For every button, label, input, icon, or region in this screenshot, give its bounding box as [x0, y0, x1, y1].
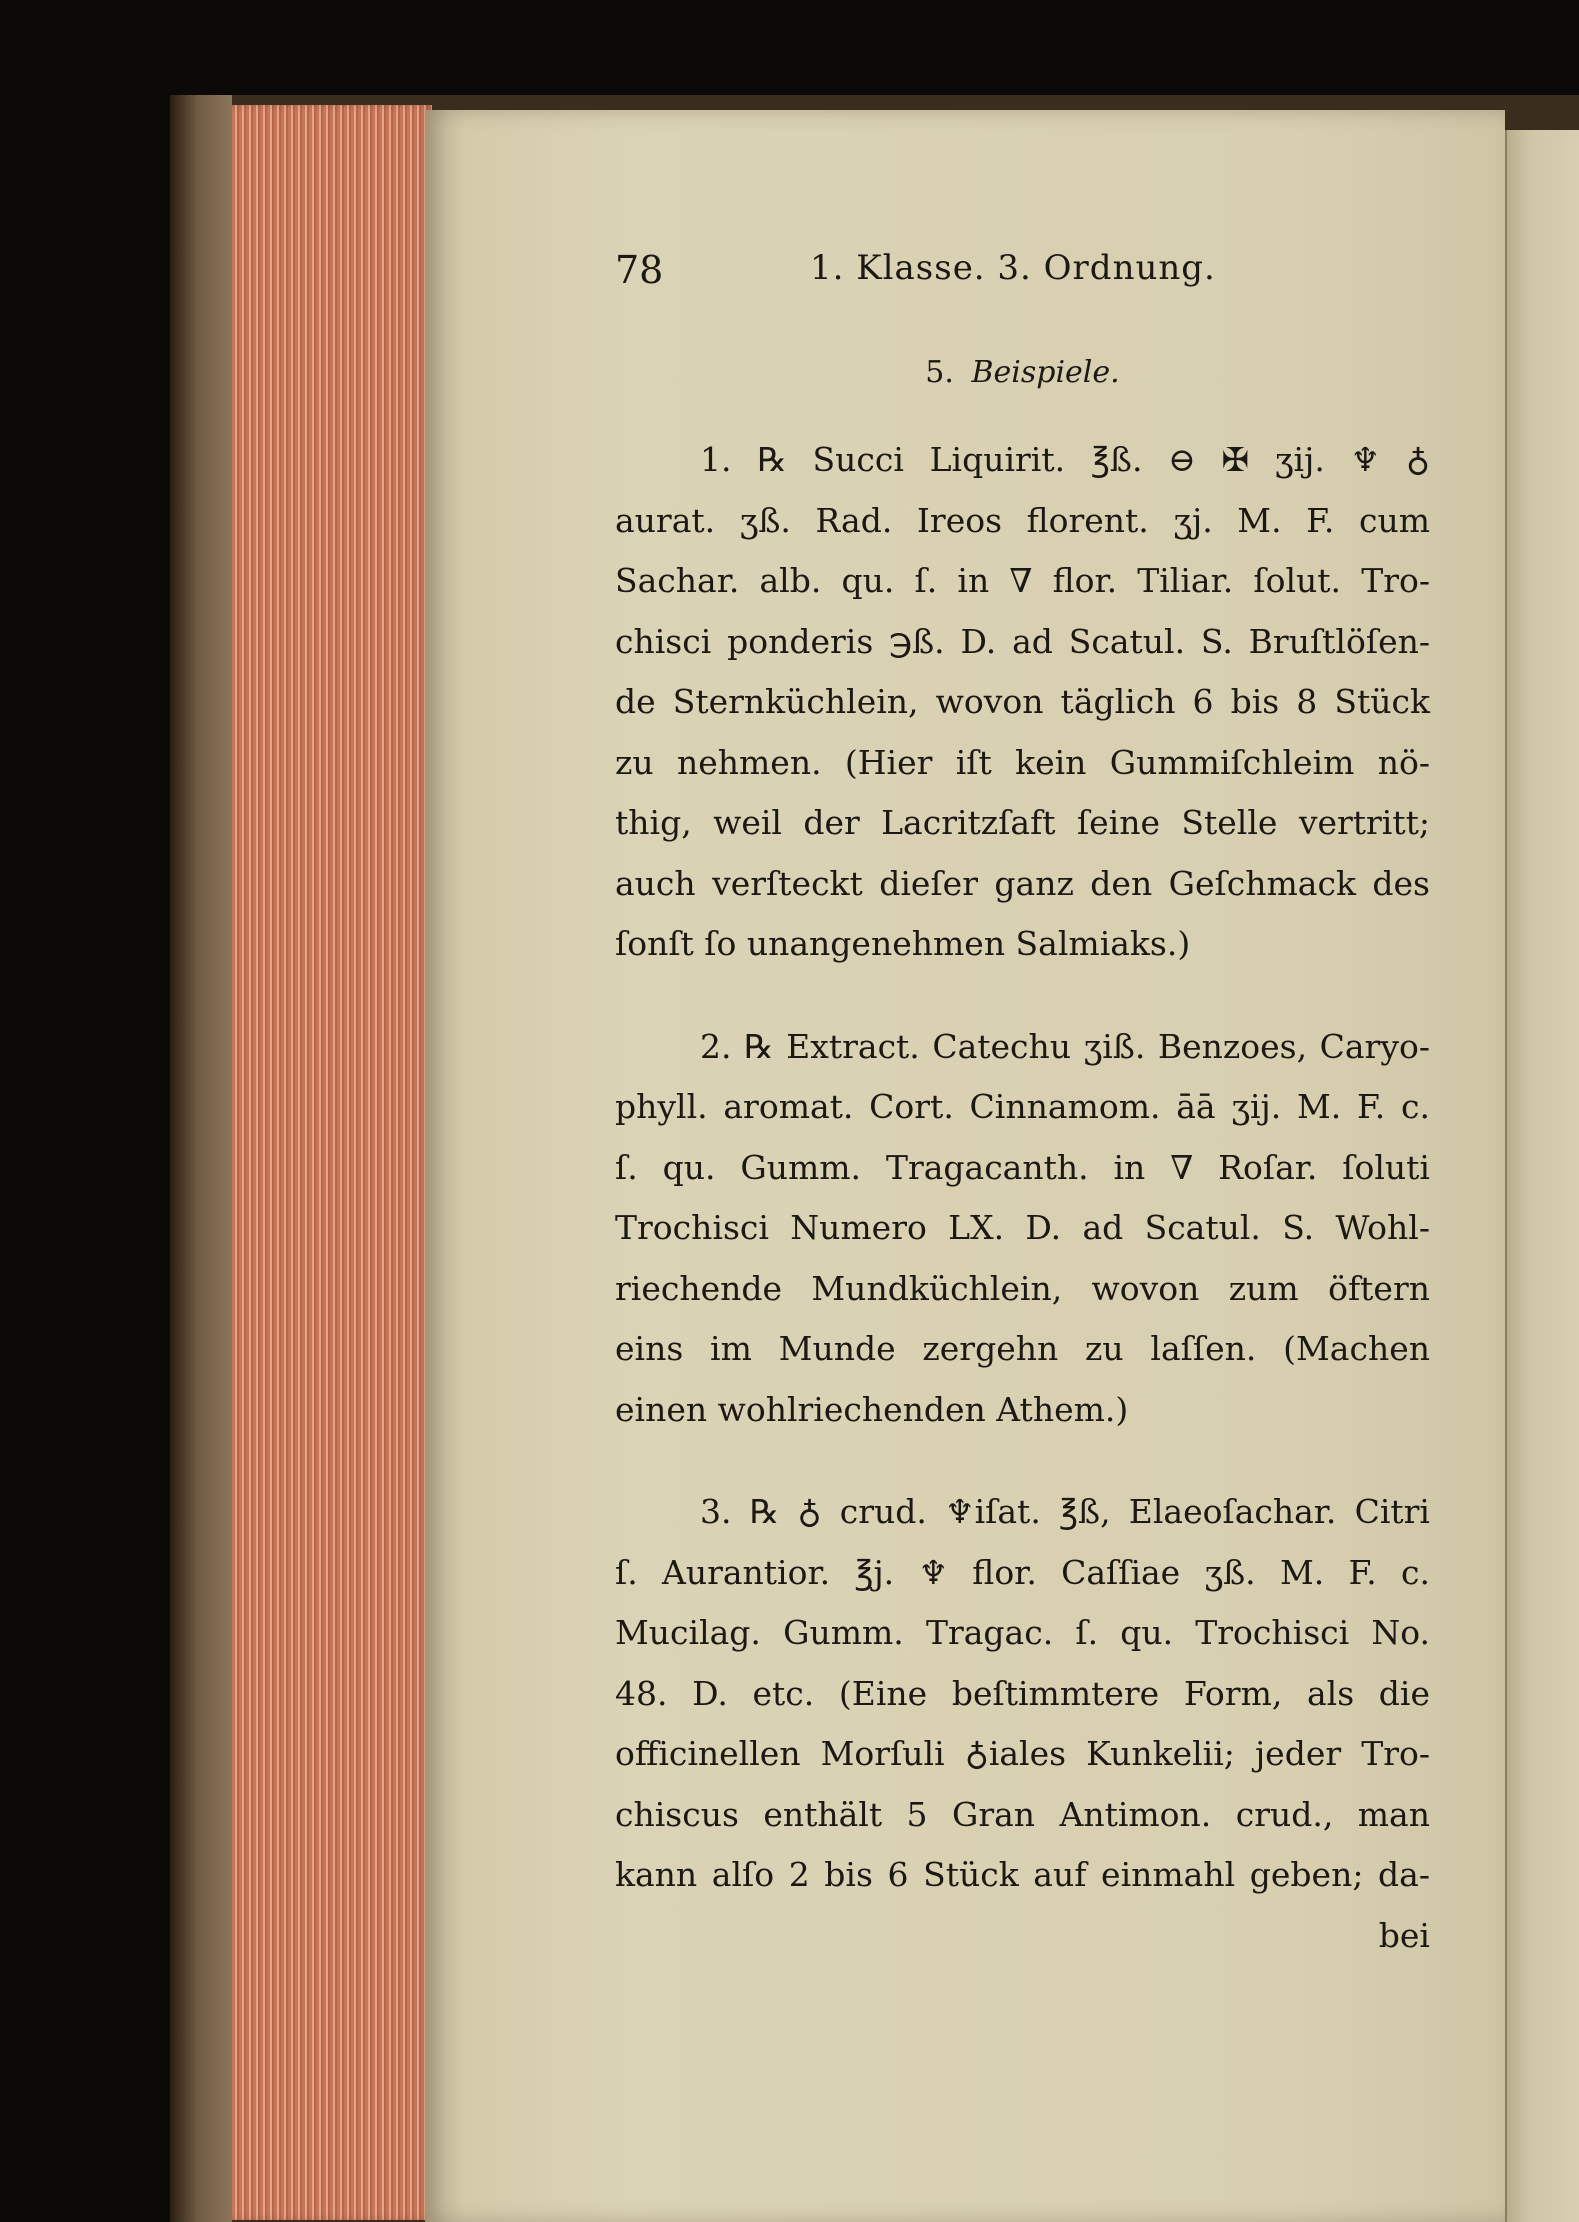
text-line: phyll. aromat. Cort. Cinnamom. āā ʒij. M. F. c. [615, 1087, 1430, 1126]
text-line: ſ. qu. Gumm. Tragacanth. in ∇ Roſar. ſoluti [615, 1147, 1430, 1187]
text-line: thig, weil der Lacritzſaft ſeine Stelle vertritt; [615, 803, 1430, 842]
running-head: 1. Klasse. 3. Ordnung. [810, 248, 1216, 288]
text-line: 3. ℞ ♁ crud. ♆iſat. ℥ß, Elaeoſachar. Citri [700, 1492, 1430, 1531]
text-line: ſonſt ſo unangenehmen Salmiaks.) [615, 924, 1191, 963]
catchword: bei [1378, 1915, 1430, 1955]
text-line: de Sternküchlein, wovon täglich 6 bis 8 Stück [615, 682, 1430, 721]
text-line: officinellen Morſuli ♁iales Kunkelii; jeder Tro- [615, 1734, 1430, 1773]
text-line: riechende Mundküchlein, wovon zum öftern [615, 1268, 1430, 1308]
text-line: aurat. ʒß. Rad. Ireos florent. ʒj. M. F. cum [615, 500, 1430, 540]
section-label: Beispiele. [971, 355, 1120, 390]
paragraph-3 [615, 1482, 1430, 1966]
text-line: einen wohlriechenden Athem.) [615, 1389, 1129, 1429]
page-body [615, 430, 1430, 1966]
text-line: Mucilag. Gumm. Tragac. ſ. qu. Trochisci No. [615, 1613, 1430, 1652]
text-line: 1. ℞ Succi Liquirit. ℥ß. ⊖ ✠ ʒij. ♆ ♁ [700, 440, 1430, 479]
page-number: 78 [615, 248, 664, 292]
facing-page-edge [1505, 130, 1579, 2222]
section-number: 5. [925, 355, 954, 390]
text-line: 48. D. etc. (Eine beſtimmtere Form, als die [615, 1673, 1430, 1713]
text-line: chisci ponderis ℈ß. D. ad Scatul. S. Bruſtlöſen- [615, 621, 1430, 661]
paragraph-1 [615, 430, 1430, 975]
text-line: auch verſteckt dieſer ganz den Geſchmack des [615, 863, 1430, 903]
text-line: Trochisci Numero LX. D. ad Scatul. S. Wohl- [615, 1208, 1430, 1247]
text-line: kann alſo 2 bis 6 Stück auf einmahl geben; da- [615, 1855, 1430, 1894]
text-line: Sachar. alb. qu. ſ. in ∇ flor. Tiliar. ſolut. Tro- [615, 561, 1430, 600]
page-block-edge [232, 105, 432, 2220]
text-line: ſ. Aurantior. ℥j. ♆ flor. Caſſiae ʒß. M. F. c. [615, 1552, 1430, 1592]
text-line: eins im Munde zergehn zu laſſen. (Machen [615, 1329, 1430, 1368]
text-line: zu nehmen. (Hier iſt kein Gummiſchleim nö- [615, 742, 1430, 782]
section-title [615, 355, 1430, 390]
book-spine-edge [170, 95, 232, 2222]
text-line: 2. ℞ Extract. Catechu ʒiß. Benzoes, Caryo- [700, 1026, 1430, 1066]
text-line: chiscus enthält 5 Gran Antimon. crud., man [615, 1794, 1430, 1834]
paragraph-2 [615, 1017, 1430, 1441]
page-header [615, 248, 1430, 298]
